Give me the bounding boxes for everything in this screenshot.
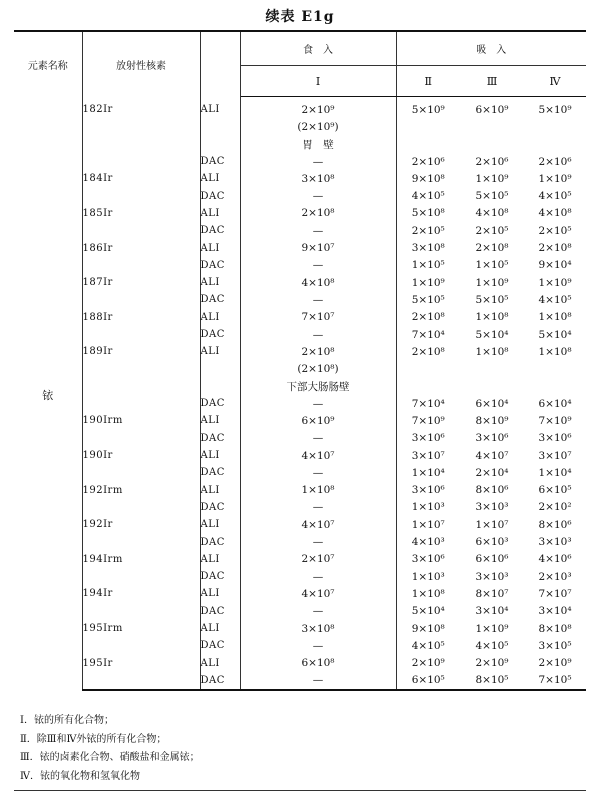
table-row bbox=[14, 637, 586, 654]
nuclide-cell: 195Irm bbox=[82, 620, 200, 637]
inhalation-iv-cell: 3×10⁷ bbox=[538, 449, 572, 462]
inhalation-iii-cell: 8×10⁵ bbox=[460, 672, 524, 690]
limit-type-cell: DAC bbox=[200, 187, 240, 204]
table-row bbox=[14, 291, 586, 308]
table-row bbox=[14, 499, 586, 516]
inhalation-iv-cell: 2×10⁶ bbox=[538, 155, 572, 168]
inhalation-iii-cell: 6×10⁶ bbox=[475, 553, 509, 566]
nuclide-cell bbox=[82, 568, 200, 585]
table-row bbox=[14, 603, 586, 620]
table-row bbox=[14, 309, 586, 326]
inhalation-ii-cell: 2×10⁸ bbox=[411, 311, 445, 324]
inhalation-iii-cell: 1×10⁸ bbox=[475, 311, 509, 324]
inhalation-iv-cell: 7×10⁷ bbox=[538, 587, 572, 600]
inhalation-ii-cell: 4×10⁵ bbox=[411, 639, 445, 652]
nuclide-cell bbox=[82, 360, 200, 377]
table-row bbox=[14, 395, 586, 412]
inhalation-ii-cell: 7×10⁴ bbox=[411, 328, 445, 341]
ingestion-value-cell: — bbox=[240, 291, 396, 308]
ingestion-value-cell: — bbox=[240, 187, 396, 204]
limit-type-cell: ALI bbox=[200, 97, 240, 119]
inhalation-iii-cell: 2×10⁸ bbox=[475, 242, 509, 255]
nuclide-cell bbox=[82, 603, 200, 620]
inhalation-ii-cell: 3×10⁶ bbox=[411, 553, 445, 566]
inhalation-iv-cell: 6×10⁴ bbox=[538, 397, 572, 410]
ingestion-value-cell: — bbox=[240, 430, 396, 447]
inhalation-ii-cell: 5×10⁴ bbox=[411, 605, 445, 618]
table-row bbox=[14, 97, 586, 119]
nuclide-cell: 187Ir bbox=[82, 274, 200, 291]
table-row bbox=[14, 136, 586, 153]
ingestion-value-cell: — bbox=[240, 603, 396, 620]
inhalation-iii-cell: 2×10⁹ bbox=[475, 657, 509, 670]
inhalation-ii-cell: 3×10⁷ bbox=[411, 449, 445, 462]
inhalation-iv-cell bbox=[524, 118, 586, 135]
table-row bbox=[14, 672, 586, 690]
footnote: Ⅲ．铱的卤素化合物、硝酸盐和金属铱； bbox=[20, 752, 200, 763]
inhalation-ii-cell: 1×10⁵ bbox=[411, 259, 445, 272]
ingestion-value-cell: 6×10⁹ bbox=[240, 412, 396, 429]
inhalation-ii-cell: 5×10⁸ bbox=[411, 207, 445, 220]
inhalation-iv-cell bbox=[524, 378, 586, 395]
limit-type-cell bbox=[200, 118, 240, 135]
ingestion-value-cell: 2×10⁸ bbox=[240, 205, 396, 222]
table-row bbox=[14, 378, 586, 395]
nuclide-cell bbox=[82, 672, 200, 690]
limit-type-cell: DAC bbox=[200, 672, 240, 690]
header-class-iv: Ⅳ bbox=[524, 66, 586, 97]
table-row bbox=[14, 360, 586, 377]
limit-type-cell: ALI bbox=[200, 343, 240, 360]
ingestion-value-cell: — bbox=[240, 464, 396, 481]
ingestion-value-cell: — bbox=[240, 637, 396, 654]
table-row bbox=[14, 447, 586, 464]
table-row bbox=[14, 516, 586, 533]
ingestion-value-cell: — bbox=[240, 499, 396, 516]
nuclide-cell: 186Ir bbox=[82, 239, 200, 256]
header-class-iii: Ⅲ bbox=[460, 66, 524, 97]
inhalation-iv-cell: 6×10⁵ bbox=[538, 484, 572, 497]
limit-type-cell: DAC bbox=[200, 637, 240, 654]
nuclide-cell bbox=[82, 533, 200, 550]
limit-type-cell: DAC bbox=[200, 533, 240, 550]
element-cell: 铱 bbox=[14, 97, 82, 691]
limit-type-cell: DAC bbox=[200, 326, 240, 343]
nuclide-cell: 194Irm bbox=[82, 551, 200, 568]
inhalation-ii-cell: 4×10³ bbox=[411, 536, 445, 549]
nuclide-cell bbox=[82, 222, 200, 239]
inhalation-iii-cell: 2×10⁶ bbox=[475, 155, 509, 168]
limit-type-cell: ALI bbox=[200, 447, 240, 464]
inhalation-iii-cell: 8×10⁷ bbox=[475, 587, 509, 600]
table-row bbox=[14, 533, 586, 550]
inhalation-ii-cell: 6×10⁵ bbox=[396, 672, 460, 690]
footnotes bbox=[20, 712, 200, 786]
inhalation-iii-cell: 4×10⁷ bbox=[475, 449, 509, 462]
inhalation-iv-cell: 2×10² bbox=[538, 501, 572, 514]
inhalation-iii-cell: 4×10⁸ bbox=[475, 207, 509, 220]
inhalation-iv-cell bbox=[524, 136, 586, 153]
limit-type-cell: DAC bbox=[200, 568, 240, 585]
ingestion-value-cell: 2×10⁷ bbox=[240, 551, 396, 568]
header-inhalation: 吸 入 bbox=[476, 45, 507, 56]
nuclide-cell: 188Ir bbox=[82, 309, 200, 326]
limit-type-cell: ALI bbox=[200, 585, 240, 602]
header-class-i: Ⅰ bbox=[240, 66, 396, 97]
nuclide-cell: 185Ir bbox=[82, 205, 200, 222]
inhalation-ii-cell: 1×10³ bbox=[411, 570, 445, 583]
limit-type-cell bbox=[200, 136, 240, 153]
nuclide-cell bbox=[82, 326, 200, 343]
limit-type-cell: DAC bbox=[200, 430, 240, 447]
inhalation-ii-cell: 3×10⁶ bbox=[411, 484, 445, 497]
ingestion-value-cell: 1×10⁸ bbox=[240, 482, 396, 499]
nuclide-cell bbox=[82, 257, 200, 274]
inhalation-iii-cell: 3×10³ bbox=[475, 570, 509, 583]
inhalation-iv-cell: 5×10⁹ bbox=[538, 103, 572, 116]
inhalation-iv-cell: 1×10⁸ bbox=[538, 345, 572, 358]
inhalation-ii-cell bbox=[396, 118, 460, 135]
limit-type-cell: DAC bbox=[200, 291, 240, 308]
table-row bbox=[14, 655, 586, 672]
table-row bbox=[14, 585, 586, 602]
nuclide-cell: 194Ir bbox=[82, 585, 200, 602]
header-class-ii: Ⅱ bbox=[396, 66, 460, 97]
inhalation-iii-cell: 1×10⁸ bbox=[475, 345, 509, 358]
ingestion-value-cell: 7×10⁷ bbox=[240, 309, 396, 326]
inhalation-iv-cell: 1×10⁹ bbox=[538, 172, 572, 185]
table-row bbox=[14, 153, 586, 170]
limit-type-cell: ALI bbox=[200, 516, 240, 533]
table-row bbox=[14, 222, 586, 239]
ingestion-value-cell: — bbox=[240, 222, 396, 239]
inhalation-iii-cell: 3×10³ bbox=[475, 501, 509, 514]
inhalation-iii-cell: 6×10⁴ bbox=[475, 397, 509, 410]
inhalation-iv-cell: 4×10⁵ bbox=[538, 293, 572, 306]
inhalation-iv-cell: 3×10⁶ bbox=[538, 432, 572, 445]
ingestion-value-cell: 4×10⁷ bbox=[240, 585, 396, 602]
inhalation-iv-cell: 2×10⁸ bbox=[538, 242, 572, 255]
inhalation-iii-cell: 4×10⁵ bbox=[475, 639, 509, 652]
ingestion-value-cell: — bbox=[240, 568, 396, 585]
limit-type-cell: ALI bbox=[200, 620, 240, 637]
nuclide-cell bbox=[82, 378, 200, 395]
nuclide-cell: 184Ir bbox=[82, 170, 200, 187]
ingestion-value-cell: (2×10⁸) bbox=[240, 360, 396, 377]
nuclide-cell: 182Ir bbox=[82, 97, 200, 119]
inhalation-ii-cell bbox=[396, 360, 460, 377]
inhalation-iv-cell: 4×10⁶ bbox=[538, 553, 572, 566]
inhalation-iii-cell: 8×10⁶ bbox=[475, 484, 509, 497]
inhalation-ii-cell: 2×10⁵ bbox=[411, 224, 445, 237]
inhalation-iv-cell: 4×10⁸ bbox=[538, 207, 572, 220]
inhalation-ii-cell bbox=[396, 378, 460, 395]
inhalation-iv-cell: 9×10⁴ bbox=[538, 259, 572, 272]
inhalation-ii-cell: 1×10⁴ bbox=[411, 466, 445, 479]
nuclide-cell bbox=[82, 637, 200, 654]
inhalation-iii-cell: 3×10⁴ bbox=[475, 605, 509, 618]
inhalation-ii-cell: 2×10⁶ bbox=[411, 155, 445, 168]
inhalation-ii-cell: 9×10⁸ bbox=[411, 622, 445, 635]
inhalation-ii-cell: 3×10⁸ bbox=[411, 242, 445, 255]
table-body bbox=[14, 97, 586, 691]
table-row bbox=[14, 187, 586, 204]
inhalation-iii-cell: 5×10⁵ bbox=[475, 293, 509, 306]
inhalation-iii-cell bbox=[460, 360, 524, 377]
table-row bbox=[14, 430, 586, 447]
table-row bbox=[14, 170, 586, 187]
inhalation-iii-cell: 6×10⁹ bbox=[475, 103, 509, 116]
limit-type-cell: DAC bbox=[200, 603, 240, 620]
footnote: Ⅰ．铱的所有化合物； bbox=[20, 715, 114, 726]
ingestion-value-cell: 下部大肠肠壁 bbox=[240, 378, 396, 395]
inhalation-iv-cell: 8×10⁶ bbox=[538, 518, 572, 531]
header-blank bbox=[200, 31, 240, 97]
ingestion-value-cell: 胃 壁 bbox=[240, 136, 396, 153]
limit-type-cell: DAC bbox=[200, 153, 240, 170]
ingestion-value-cell: (2×10⁹) bbox=[240, 118, 396, 135]
inhalation-ii-cell bbox=[396, 136, 460, 153]
header-nuclide: 放射性核素 bbox=[82, 31, 200, 97]
nuclide-cell bbox=[82, 291, 200, 308]
ingestion-value-cell: — bbox=[240, 153, 396, 170]
inhalation-iv-cell: 3×10⁵ bbox=[538, 639, 572, 652]
inhalation-iii-cell: 5×10⁴ bbox=[475, 328, 509, 341]
nuclide-cell: 190Irm bbox=[82, 412, 200, 429]
inhalation-iii-cell: 8×10⁹ bbox=[475, 414, 509, 427]
ingestion-value-cell: 2×10⁸ bbox=[240, 343, 396, 360]
ingestion-value-cell: 3×10⁸ bbox=[240, 620, 396, 637]
inhalation-iv-cell: 7×10⁵ bbox=[524, 672, 586, 690]
header-ingestion: 食 入 bbox=[240, 31, 396, 66]
inhalation-iii-cell: 6×10³ bbox=[475, 536, 509, 549]
inhalation-iii-cell bbox=[460, 378, 524, 395]
inhalation-iv-cell: 4×10⁵ bbox=[538, 190, 572, 203]
ingestion-value-cell: 4×10⁸ bbox=[240, 274, 396, 291]
table-row bbox=[14, 257, 586, 274]
inhalation-iv-cell: 2×10⁵ bbox=[538, 224, 572, 237]
table-row bbox=[14, 482, 586, 499]
nuclide-cell: 192Irm bbox=[82, 482, 200, 499]
footnote: Ⅳ．铱的氧化物和氢氧化物 bbox=[20, 770, 140, 782]
ingestion-value-cell: — bbox=[240, 533, 396, 550]
limit-type-cell: ALI bbox=[200, 274, 240, 291]
inhalation-ii-cell: 9×10⁸ bbox=[411, 172, 445, 185]
ingestion-value-cell: 6×10⁸ bbox=[240, 655, 396, 672]
nuclide-cell: 189Ir bbox=[82, 343, 200, 360]
limit-type-cell: ALI bbox=[200, 205, 240, 222]
table-row bbox=[14, 412, 586, 429]
inhalation-ii-cell: 2×10⁸ bbox=[411, 345, 445, 358]
inhalation-ii-cell: 5×10⁵ bbox=[411, 293, 445, 306]
limit-type-cell: ALI bbox=[200, 239, 240, 256]
table-row bbox=[14, 464, 586, 481]
limit-type-cell: DAC bbox=[200, 499, 240, 516]
table-row bbox=[14, 343, 586, 360]
nuclide-cell bbox=[82, 153, 200, 170]
inhalation-iv-cell: 3×10⁴ bbox=[538, 605, 572, 618]
inhalation-ii-cell: 1×10⁸ bbox=[411, 587, 445, 600]
ingestion-value-cell: 9×10⁷ bbox=[240, 239, 396, 256]
inhalation-iv-cell: 7×10⁹ bbox=[538, 414, 572, 427]
inhalation-iv-cell: 1×10⁸ bbox=[538, 311, 572, 324]
ingestion-value-cell: — bbox=[240, 395, 396, 412]
bottom-rule bbox=[14, 790, 586, 791]
table-row bbox=[14, 551, 586, 568]
inhalation-iv-cell: 2×10⁹ bbox=[538, 657, 572, 670]
nuclide-cell: 190Ir bbox=[82, 447, 200, 464]
limit-type-cell: DAC bbox=[200, 222, 240, 239]
limit-type-cell: ALI bbox=[200, 482, 240, 499]
nuclide-cell: 195Ir bbox=[82, 655, 200, 672]
inhalation-ii-cell: 1×10³ bbox=[411, 501, 445, 514]
limit-type-cell: DAC bbox=[200, 257, 240, 274]
inhalation-iv-cell: 5×10⁴ bbox=[538, 328, 572, 341]
nuclide-cell bbox=[82, 464, 200, 481]
inhalation-iv-cell: 2×10³ bbox=[538, 570, 572, 583]
inhalation-ii-cell: 5×10⁹ bbox=[411, 103, 445, 116]
inhalation-iii-cell: 3×10⁶ bbox=[475, 432, 509, 445]
nuclide-cell bbox=[82, 430, 200, 447]
inhalation-iv-cell: 8×10⁸ bbox=[538, 622, 572, 635]
table-row bbox=[14, 274, 586, 291]
data-table bbox=[14, 30, 586, 691]
limit-type-cell bbox=[200, 378, 240, 395]
table-title: 续表 E1g bbox=[265, 9, 335, 25]
inhalation-ii-cell: 1×10⁷ bbox=[411, 518, 445, 531]
ingestion-value-cell: 4×10⁷ bbox=[240, 447, 396, 464]
ingestion-value-cell: 4×10⁷ bbox=[240, 516, 396, 533]
inhalation-ii-cell: 7×10⁹ bbox=[411, 414, 445, 427]
inhalation-iv-cell: 1×10⁴ bbox=[538, 466, 572, 479]
inhalation-ii-cell: 3×10⁶ bbox=[411, 432, 445, 445]
inhalation-iii-cell bbox=[460, 136, 524, 153]
limit-type-cell: ALI bbox=[200, 551, 240, 568]
nuclide-cell bbox=[82, 118, 200, 135]
header-element-name: 元素名称 bbox=[14, 31, 82, 97]
inhalation-iii-cell: 1×10⁷ bbox=[475, 518, 509, 531]
limit-type-cell: ALI bbox=[200, 309, 240, 326]
nuclide-cell bbox=[82, 187, 200, 204]
inhalation-iv-cell: 3×10³ bbox=[538, 536, 572, 549]
footnote: Ⅱ．除Ⅲ和Ⅳ外铱的所有化合物； bbox=[20, 733, 167, 745]
table-row bbox=[14, 205, 586, 222]
inhalation-iv-cell bbox=[524, 360, 586, 377]
limit-type-cell: ALI bbox=[200, 412, 240, 429]
inhalation-iii-cell: 2×10⁴ bbox=[475, 466, 509, 479]
inhalation-ii-cell: 1×10⁹ bbox=[411, 276, 445, 289]
inhalation-ii-cell: 2×10⁹ bbox=[411, 657, 445, 670]
table-row bbox=[14, 239, 586, 256]
inhalation-ii-cell: 4×10⁵ bbox=[411, 190, 445, 203]
inhalation-iii-cell: 1×10⁵ bbox=[475, 259, 509, 272]
inhalation-iii-cell bbox=[460, 118, 524, 135]
nuclide-cell bbox=[82, 136, 200, 153]
ingestion-value-cell: — bbox=[240, 326, 396, 343]
limit-type-cell: DAC bbox=[200, 395, 240, 412]
inhalation-iii-cell: 5×10⁵ bbox=[475, 190, 509, 203]
ingestion-value-cell: 3×10⁸ bbox=[240, 170, 396, 187]
table-row bbox=[14, 118, 586, 135]
table-row bbox=[14, 620, 586, 637]
inhalation-iii-cell: 2×10⁵ bbox=[475, 224, 509, 237]
table-row bbox=[14, 568, 586, 585]
limit-type-cell: ALI bbox=[200, 170, 240, 187]
inhalation-iii-cell: 1×10⁹ bbox=[475, 622, 509, 635]
nuclide-cell: 192Ir bbox=[82, 516, 200, 533]
inhalation-iii-cell: 1×10⁹ bbox=[475, 276, 509, 289]
nuclide-cell bbox=[82, 499, 200, 516]
inhalation-ii-cell: 7×10⁴ bbox=[411, 397, 445, 410]
table-row bbox=[14, 326, 586, 343]
inhalation-iv-cell: 1×10⁹ bbox=[538, 276, 572, 289]
limit-type-cell bbox=[200, 360, 240, 377]
ingestion-value-cell: — bbox=[240, 672, 396, 690]
limit-type-cell: DAC bbox=[200, 464, 240, 481]
ingestion-value-cell: 2×10⁹ bbox=[240, 97, 396, 119]
inhalation-iii-cell: 1×10⁹ bbox=[475, 172, 509, 185]
limit-type-cell: ALI bbox=[200, 655, 240, 672]
nuclide-cell bbox=[82, 395, 200, 412]
ingestion-value-cell: — bbox=[240, 257, 396, 274]
